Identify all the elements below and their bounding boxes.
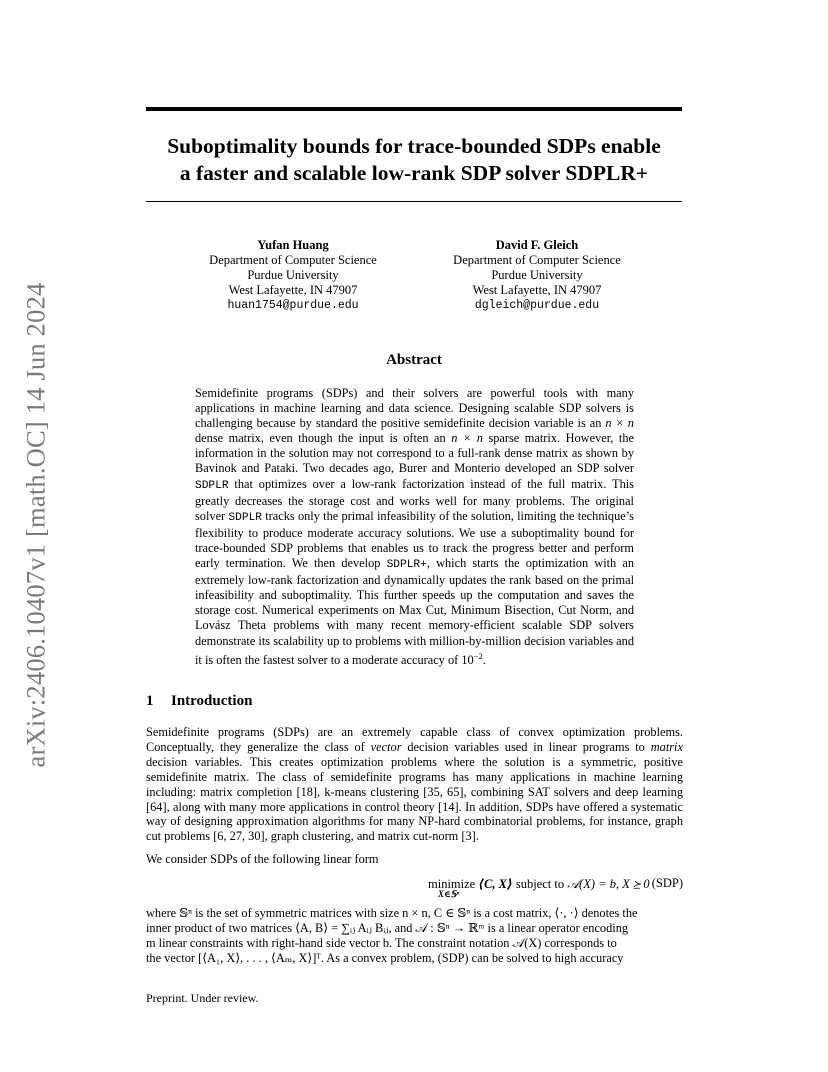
- footer-note: Preprint. Under review.: [146, 991, 259, 1005]
- title-bottom-rule: [146, 201, 682, 202]
- author-city: West Lafayette, IN 47907: [472, 283, 602, 297]
- author-name: Yufan Huang: [257, 238, 329, 252]
- equation-formula: minimize X∈𝕊ⁿ ⟨C, X⟩ subject to 𝒜(X) = b, X ⪰ 0: [428, 877, 650, 899]
- author-block: [432, 238, 642, 313]
- section-number: 1: [146, 693, 154, 709]
- author-name: David F. Gleich: [495, 238, 579, 252]
- title-line-2: a faster and scalable low-rank SDP solver SDPLR+: [179, 161, 649, 185]
- code-sdplr-plus: SDPLR+: [386, 559, 427, 572]
- title-line-1: Suboptimality bounds for trace-bounded SDPs enable: [167, 134, 661, 158]
- section-title: Introduction: [171, 693, 253, 709]
- author-block: [188, 238, 398, 313]
- intro-paragraph: where 𝕊ⁿ is the set of symmetric matrices with size n × n, C ∈ 𝕊ⁿ is a cost matrix, ⟨·, ·⟩ denotes the inner product of two matrices ⟨A, B⟩ = ∑ᵢⱼ Aᵢⱼ Bᵢⱼ, and 𝒜 : 𝕊ⁿ → ℝᵐ is a linear operator encoding m linear constraints with right-hand side vector b. The constraint notation 𝒜(X) corresponds to the vector [⟨A₁, X⟩, . . . , ⟨Aₘ, X⟩]ᵀ. As a convex problem, (SDP) can be solved to high accuracy: [146, 906, 638, 965]
- arxiv-identifier: arXiv:2406.10407v1 [math.OC] 14 Jun 2024: [20, 282, 51, 768]
- title-top-rule: [146, 107, 682, 111]
- author-department: Department of Computer Science: [453, 253, 621, 267]
- author-email[interactable]: huan1754@purdue.edu: [227, 299, 359, 312]
- paper-title: [146, 133, 682, 187]
- code-sdplr: SDPLR: [228, 511, 262, 524]
- intro-paragraph: Semidefinite programs (SDPs) are an extremely capable class of convex optimization problems. Conceptually, they generalize the class of vector decision variables used in linear programs to matrix decision variables. This creates optimization problems where the solution is a symmetric, positive semidefinite matrix. The class of semidefinite programs has many applications in machine learning including: matrix completion [18], k-means clustering [35, 65], combining SAT solvers and deep learning [64], along with many more applications in control theory [14]. In addition, SDPs have offered a systematic way of designing approximation algorithms for many NP-hard combinatorial problems, for instance, graph cut problems [6, 27, 30], graph clustering, and matrix cut-norm [3].: [146, 725, 683, 844]
- author-university: Purdue University: [491, 268, 583, 282]
- author-city: West Lafayette, IN 47907: [228, 283, 358, 297]
- minimize-operator: minimize X∈𝕊ⁿ: [428, 877, 476, 899]
- sdp-equation: [146, 876, 683, 906]
- code-sdplr: SDPLR: [195, 479, 229, 492]
- abstract-body: Semidefinite programs (SDPs) and their solvers are powerful tools with many applications in machine learning and data science. Designing scalable SDP solvers is challenging because by standard the positive semidefinite decision variable is an n × n dense matrix, even though the input is often an n × n sparse matrix. However, the information in the solution may not correspond to a full-rank dense matrix as shown by Bavinok and Pataki. Two decades ago, Burer and Monterio developed an SDP solver SDPLR that optimizes over a low-rank factorization instead of the full matrix. This greatly decreases the storage cost and works well for many problems. The original solver SDPLR tracks only the primal infeasibility of the solution, limiting the technique’s flexibility to produce moderate accuracy solutions. We use a suboptimality bound for trace-bounded SDP problems that enables us to track the progress better and perform early termination. We then develop SDPLR+, which starts the optimization with an extremely low-rank factorization and dynamically updates the rank based on the primal infeasibility and suboptimality. This further speeds up the computation and saves the storage cost. Numerical experiments on Max Cut, Minimum Bisection, Cut Norm, and Lovász Theta problems with many recent memory-efficient scalable SDP solvers demonstrate its scalability up to problems with million-by-million decision variables and it is often the fastest solver to a moderate accuracy of $10^{-2}$.: [195, 386, 635, 667]
- section-heading: [146, 693, 252, 710]
- author-email[interactable]: dgleich@purdue.edu: [474, 299, 600, 312]
- author-department: Department of Computer Science: [209, 253, 377, 267]
- equation-tag: (SDP): [651, 876, 683, 890]
- abstract-heading: Abstract: [386, 352, 442, 368]
- intro-paragraph: We consider SDPs of the following linear form: [146, 852, 379, 866]
- author-university: Purdue University: [247, 268, 339, 282]
